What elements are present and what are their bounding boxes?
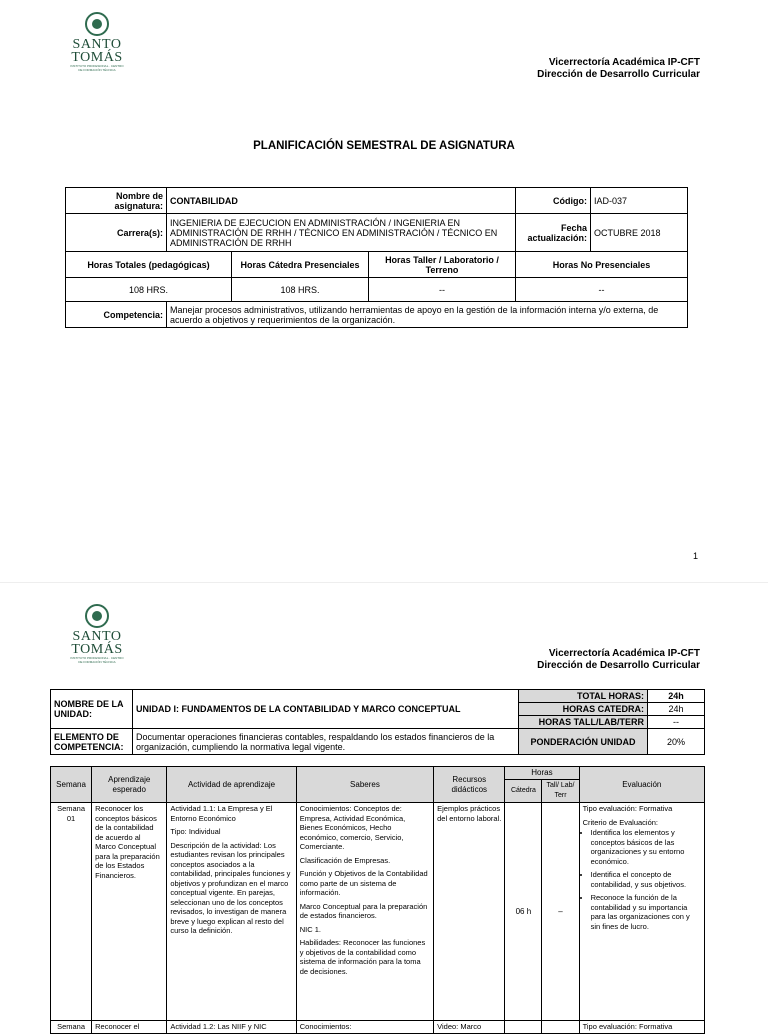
elemento-label: ELEMENTO DE COMPETENCIA:	[51, 729, 133, 755]
horas-taller-value: --	[369, 278, 516, 302]
saberes-cell	[296, 803, 433, 1021]
evaluacion-list	[583, 828, 701, 931]
actividad-descripcion: Descripción de la actividad: Los estudiantes revisan los principales conceptos asociados a la contabilidad, principales funciones y objetivos y profundizan en el marco conceptual vigente. En parejas, seleccionan uno de los conceptos revisados, lo investigan de manera breve y luego explican al resto del curso la definición.	[170, 840, 291, 935]
header-line-1: Vicerrectoría Académica IP-CFT	[548, 57, 700, 68]
col-tall: Tall/ Lab/ Terr	[542, 780, 579, 803]
page-separator	[0, 582, 768, 583]
col-saberes: Saberes	[296, 767, 433, 803]
fecha-label: Fecha actualización:	[516, 214, 591, 252]
actividad-tipo: Tipo: Individual	[170, 827, 221, 836]
evaluacion-tipo: Tipo evaluación: Formativa	[582, 804, 673, 813]
actividad-title: Actividad 1.1: La Empresa y El Entorno Económico	[170, 804, 273, 823]
unidad-label: NOMBRE DE LA UNIDAD:	[51, 690, 133, 729]
saberes-conocimientos: Conocimientos: Conceptos de: Empresa, Actividad Económica, Bienes Económicos, Hecho económico, comercio, Servicio, Comerciante.	[299, 804, 406, 851]
horas-tall-value: --	[648, 716, 705, 729]
horas-no-presenciales-header: Horas No Presenciales	[516, 252, 688, 278]
col-semana: Semana	[51, 767, 92, 803]
saberes-marco: Marco Conceptual para la preparación de estados financieros.	[299, 901, 428, 920]
table-row	[51, 1021, 705, 1034]
col-recursos: Recursos didácticos	[434, 767, 505, 803]
total-horas-label: TOTAL HORAS:	[519, 690, 648, 703]
col-aprendizaje: Aprendizaje esperado	[92, 767, 167, 803]
carrera-label: Carrera(s):	[66, 214, 167, 252]
saberes-cell: Conocimientos:	[296, 1021, 433, 1034]
horas-catedra-value: 24h	[648, 703, 705, 716]
horas-tall-label: HORAS TALL/LAB/TERR	[519, 716, 648, 729]
horas-totales-header: Horas Totales (pedagógicas)	[66, 252, 232, 278]
recursos-cell: Ejemplos prácticos del entorno laboral.	[434, 803, 505, 1021]
list-item: • Identifica los elementos y conceptos básicos de las organizaciones y su entorno económico.	[591, 828, 701, 866]
horas-taller-header: Horas Taller / Laboratorio / Terreno	[369, 252, 516, 278]
horas-tall-cell: –	[542, 803, 579, 1021]
semana-cell: Semana	[51, 1021, 92, 1034]
list-item: • Reconoce la función de la contabilidad y su importancia para las organizaciones con y sin fines de lucro.	[591, 893, 701, 931]
table-row	[51, 803, 705, 1021]
seal-icon	[85, 604, 109, 628]
planning-table	[50, 766, 705, 1034]
institution-header	[537, 57, 700, 81]
evaluacion-criterio: Criterio de Evaluación:	[582, 817, 659, 827]
actividad-cell	[167, 803, 296, 1021]
horas-catedra-cell	[505, 1021, 542, 1034]
logo-name: SANTO TOMÁS	[71, 37, 123, 65]
list-item: • Identifica el concepto de contabilidad, y sus objetivos.	[591, 870, 701, 889]
evaluacion-cell: Tipo evaluación: Formativa	[579, 1021, 704, 1034]
horas-no-presenciales-value: --	[516, 278, 688, 302]
header-line-2: Dirección de Desarrollo Curricular	[537, 660, 700, 671]
evaluacion-cell	[579, 803, 704, 1021]
horas-catedra-header: Horas Cátedra Presenciales	[232, 252, 369, 278]
unidad-value: UNIDAD I: FUNDAMENTOS DE LA CONTABILIDAD Y MARCO CONCEPTUAL	[133, 690, 519, 729]
institution-header-2	[537, 648, 700, 672]
saberes-habilidades: Habilidades: Reconocer las funciones y objetivos de la contabilidad como sistema de información para la toma de decisiones.	[299, 938, 426, 976]
horas-catedra-cell: 06 h	[505, 803, 542, 1021]
horas-tall-cell	[542, 1021, 579, 1034]
logo-tagline: INSTITUTO PROFESIONAL · CENTRO DE FORMACIÓN TÉCNICA	[70, 656, 124, 664]
page-2	[0, 586, 768, 1031]
santo-tomas-logo-2	[70, 604, 124, 664]
header-line-1: Vicerrectoría Académica IP-CFT	[548, 648, 700, 659]
competencia-label: Competencia:	[66, 302, 167, 328]
logo-name: SANTO TOMÁS	[71, 629, 123, 657]
col-catedra: Cátedra	[505, 780, 542, 803]
aprendizaje-cell: Reconocer los conceptos básicos de la contabilidad de acuerdo al Marco Conceptual para la preparación de los Estados Financieros.	[92, 803, 167, 1021]
competencia-value: Manejar procesos administrativos, utilizando herramientas de apoyo en la gestión de la información interna y/o externa, de acuerdo a objetivos y requerimientos de la organización.	[167, 302, 688, 328]
total-horas-value: 24h	[648, 690, 705, 703]
horas-catedra-label: HORAS CATEDRA:	[519, 703, 648, 716]
nombre-label: Nombre de asignatura:	[66, 188, 167, 214]
codigo-label: Código:	[516, 188, 591, 214]
seal-icon	[85, 12, 109, 36]
col-evaluacion: Evaluación	[579, 767, 704, 803]
saberes-nic: NIC 1.	[299, 924, 321, 934]
semana-cell: Semana 01	[51, 803, 92, 1021]
elemento-value: Documentar operaciones financieras contables, respaldando los estados financieros de la organización, cumpliendo la normativa legal vigente.	[133, 729, 519, 755]
header-line-2: Dirección de Desarrollo Curricular	[537, 69, 700, 80]
recursos-cell: Video: Marco	[434, 1021, 505, 1034]
aprendizaje-cell: Reconocer el	[92, 1021, 167, 1034]
santo-tomas-logo	[70, 12, 124, 72]
horas-catedra-value: 108 HRS.	[232, 278, 369, 302]
logo-tagline: INSTITUTO PROFESIONAL · CENTRO DE FORMACIÓN TÉCNICA	[70, 64, 124, 72]
saberes-funcion: Función y Objetivos de la Contabilidad como parte de un sistema de información.	[299, 869, 428, 897]
actividad-cell: Actividad 1.2: Las NIIF y NIC	[167, 1021, 296, 1034]
col-actividad: Actividad de aprendizaje	[167, 767, 296, 803]
horas-totales-value: 108 HRS.	[66, 278, 232, 302]
page-number: 1	[692, 551, 698, 561]
saberes-clasificacion: Clasificación de Empresas.	[299, 855, 391, 865]
nombre-value: CONTABILIDAD	[167, 188, 516, 214]
fecha-value: OCTUBRE 2018	[591, 214, 688, 252]
ponderacion-label: PONDERACIÓN UNIDAD	[519, 729, 648, 755]
unit-info-table	[50, 689, 705, 755]
carrera-value: INGENIERIA DE EJECUCION EN ADMINISTRACIÓN / INGENIERIA EN ADMINISTRACIÓN DE RRHH / TÉCNICO EN ADMINISTRACIÓN / TÉCNICO EN ADMINISTRACIÓN DE RRHH	[167, 214, 516, 252]
document-title: PLANIFICACIÓN SEMESTRAL DE ASIGNATURA	[253, 140, 515, 152]
codigo-value: IAD-037	[591, 188, 688, 214]
col-horas: Horas	[505, 767, 579, 780]
ponderacion-value: 20%	[648, 729, 705, 755]
subject-info-table	[65, 187, 688, 328]
